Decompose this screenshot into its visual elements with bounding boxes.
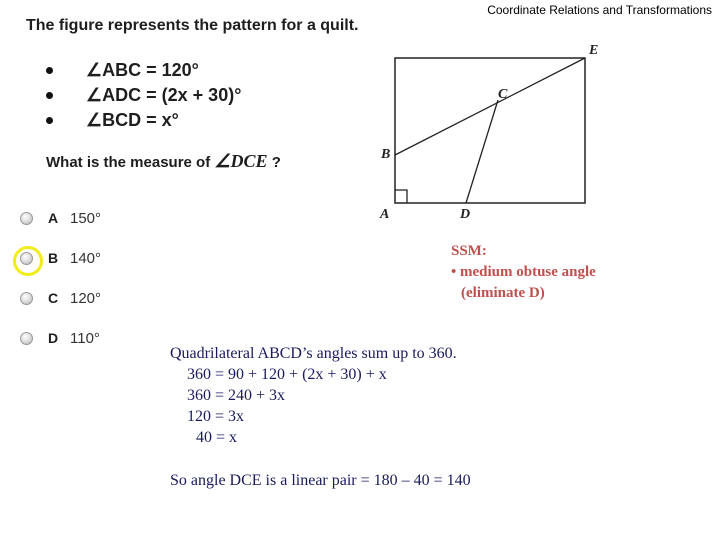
option-c[interactable]	[20, 278, 101, 318]
solution-line: 360 = 240 + 3x	[187, 387, 286, 404]
given-text: ∠ABC = 120°	[86, 60, 199, 80]
option-a[interactable]	[20, 198, 101, 238]
solution-conclusion: So angle DCE is a linear pair = 180 – 40 = 140	[170, 472, 471, 489]
given-abc	[46, 58, 241, 83]
givens-list	[46, 58, 241, 133]
solution-line: 120 = 3x	[187, 408, 245, 425]
given-text: ∠ADC = (2x + 30)°	[86, 85, 242, 105]
selected-highlight-ring	[13, 246, 43, 276]
radio-button[interactable]	[20, 292, 33, 305]
label-c: C	[498, 87, 508, 102]
segment-be	[395, 58, 585, 155]
ask-angle: ∠DCE	[214, 151, 268, 171]
solution-line: Quadrilateral ABCD’s angles sum up to 360.	[170, 345, 457, 362]
question-intro: The figure represents the pattern for a quilt.	[26, 17, 359, 34]
given-adc	[46, 83, 241, 108]
right-angle-mark	[395, 190, 407, 203]
ssm-note	[451, 241, 596, 304]
solution-line: 360 = 90 + 120 + (2x + 30) + x	[187, 366, 387, 383]
quilt-square	[395, 58, 585, 203]
ask-prefix: What is the measure of	[46, 154, 215, 171]
option-value: 150°	[70, 209, 102, 227]
radio-button[interactable]	[20, 212, 33, 225]
question-prompt	[46, 151, 281, 172]
option-value: 110°	[70, 329, 100, 347]
given-bcd	[46, 108, 241, 133]
option-letter: C	[48, 290, 59, 306]
solution-work	[170, 343, 457, 448]
quilt-pattern-figure	[380, 40, 600, 225]
solution-line: 40 = x	[196, 429, 238, 446]
ask-suffix: ?	[267, 154, 281, 171]
option-d[interactable]	[20, 318, 101, 358]
option-letter: D	[48, 330, 59, 346]
ssm-eliminate-note: (eliminate D)	[461, 285, 545, 301]
option-letter: A	[48, 210, 59, 226]
label-a: A	[380, 207, 390, 222]
page-header-title: Coordinate Relations and Transformations	[487, 3, 712, 17]
ssm-title: SSM:	[451, 243, 487, 259]
label-d: D	[460, 207, 471, 222]
given-text: ∠BCD = x°	[86, 110, 179, 130]
option-letter: B	[48, 250, 59, 266]
segment-cd	[466, 100, 498, 203]
label-b: B	[381, 147, 391, 162]
answer-options	[20, 198, 101, 358]
ssm-bullet: • medium obtuse angle	[451, 264, 596, 280]
option-b[interactable]	[20, 238, 101, 278]
option-value: 120°	[70, 289, 102, 307]
option-value: 140°	[70, 249, 102, 267]
label-e: E	[589, 43, 599, 58]
radio-button[interactable]	[20, 332, 33, 345]
